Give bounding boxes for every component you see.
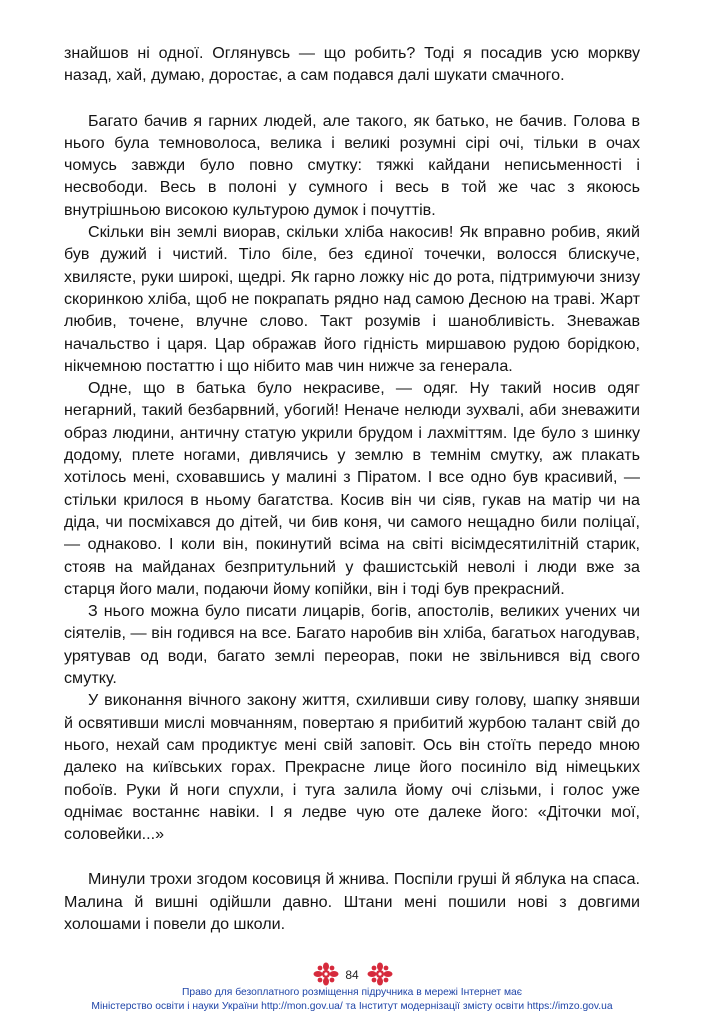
text-body (64, 42, 640, 935)
paragraph-1: знайшов ні одної. Оглянувсь — що робить? Тоді я посадив усю моркву назад, хай, думаю, доростає, а сам подався далі шукати смачного. (64, 44, 640, 85)
flower-ornament-icon (366, 962, 394, 986)
paragraph-5: З нього можна було писати лицарів, богів, апостолів, великих учених чи сіятелів, — він годився на все. Багато наробив він хліба, багатьох нагодував, урятував од води, багато землі переорав, поки не звільнився від свого смутку. (64, 602, 640, 688)
page-number: 84 (345, 968, 359, 982)
footer-line-2: Міністерство освіти і науки України http://mon.gov.ua/ та Інститут модернізації змісту освіти https://imzo.gov.ua (91, 1001, 613, 1012)
paragraph-2: Багато бачив я гарних людей, але такого, як батько, не бачив. Голова в нього була темноволоса, велика і великі розумні сірі очі, тільки в очах чомусь завжди було повно смутку: тяжкі кайдани неписьменності і несвободи. Весь в полоні у сумного і весь в той же час з якоюсь внутрішньою високою культурою думок і почуттів. (64, 111, 640, 219)
paragraph-7: Минули трохи згодом косовиця й жнива. Поспіли груші й яблука на спаса. Малина й вишні одійшли давно. Штани мені пошили нові з довгими холошами і повели до школи. (64, 870, 640, 933)
paragraph-6: У виконання вічного закону життя, схиливши сиву голову, шапку знявши й освятивши мислі мовчанням, повертаю я прибитий журбою талант свій до нього, нехай сам продиктує мені свій заповіт. Ось він стоїть передо мною далеко на київських горах. Прекрасне лице його посиніло від німецьких побоїв. Руки й ноги спухли, і туга залила йому очі слізьми, і голос уже однімає востаннє навіки. І я ледве чую оте далеке його: «Діточки мої, соловейки...» (64, 691, 640, 844)
paragraph-4: Одне, що в батька було некрасиве, — одяг. Ну такий носив одяг негарний, такий безбарвний, убогий! Неначе нелюди зухвалі, аби зневажити образ людини, античну статую укрили брудом і лахміттям. Іде було з шинку додому, плете ногами, дивлячись у землю в темнім смутку, аж плакать хотілось мені, сховавшись у малині з Піратом. І все одно був красивий, — стільки крилося в ньому багатства. Косив він чи сіяв, гукав на матір чи на діда, чи посміхався до дітей, чи бив коня, чи самого нещадно били поліцаї, — однаково. І коли він, покинутий всіма на світі вісімдесятилітній старик, стояв на майданах безпритульний у фашистській неволі і люди вже за старця його мали, подаючи йому копійки, він і тоді був прекрасний. (64, 379, 640, 598)
paragraph-gap (64, 845, 640, 868)
paragraph-gap (64, 87, 640, 110)
footer-line-1: Право для безоплатного розміщення підручника в мережі Інтернет має (181, 987, 523, 998)
paragraph-3: Скільки він землі виорав, скільки хліба накосив! Як вправно робив, який був дужий і чистий. Тіло біле, без єдиної точечки, волосся блискуче, хвилясте, руки широкі, щедрі. Як гарно ложку ніс до рота, підтримуючи знизу скоринкою хліба, щоб не покрапать рядно над самою Десною на траві. Жарт любив, точене, влучне слово. Такт розумів і шанобливість. Зневажав начальство і царя. Цар ображав його гідність миршавою рудою борідкою, нікчемною постаттю і що нібито мав чин нижче за генерала. (64, 223, 640, 375)
copyright-footer (0, 986, 704, 1014)
